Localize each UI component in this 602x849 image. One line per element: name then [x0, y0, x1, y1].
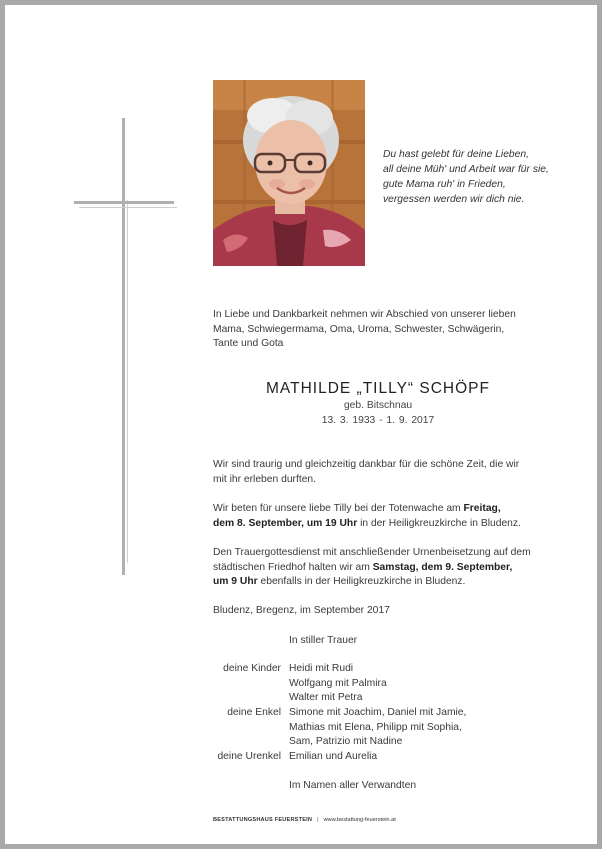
- funeral-time: um 9 Uhr: [213, 576, 258, 587]
- gratitude-paragraph: [213, 458, 519, 487]
- grandchildren-list: [289, 706, 466, 750]
- list-item: Mathias mit Elena, Philipp mit Sophia,: [289, 721, 462, 733]
- wake-paragraph: [213, 502, 521, 531]
- paragraph-text: ebenfalls in der Heiligkreuzkirche in Bludenz.: [257, 576, 466, 587]
- list-item: Walter mit Petra: [289, 692, 363, 704]
- wake-day: Freitag,: [463, 503, 501, 514]
- website-link[interactable]: www.bestattung-feuerstein.at: [323, 817, 396, 823]
- paragraph-text: in der Heiligkreuzkirche in Bludenz.: [357, 517, 521, 529]
- deceased-name: MATHILDE „TILLY“ SCHÖPF: [266, 380, 490, 397]
- great-grandchildren-list: [289, 750, 377, 765]
- paragraph-line: mit ihr erleben durften.: [213, 473, 317, 485]
- list-item: Simone mit Joachim, Daniel mit Jamie,: [289, 707, 467, 718]
- intro-line: Mama, Schwiegermama, Oma, Uroma, Schwester, Schwägerin,: [213, 323, 505, 335]
- list-item: Wolfgang mit Palmira: [289, 677, 387, 689]
- place-date-text: Bludenz, Bregenz, im September 2017: [213, 605, 390, 616]
- children-list: [289, 662, 387, 706]
- birth-name: geb. Bitschnau: [343, 400, 413, 411]
- paragraph-text: Wir beten für unsere liebe Tilly bei der Totenwache am: [213, 503, 464, 514]
- mourners-heading: In stiller Trauer: [289, 635, 358, 646]
- list-item: Sam, Patrizio mit Nadine: [289, 736, 403, 748]
- poem-line: Du hast gelebt für deine Lieben,: [383, 149, 529, 160]
- wake-date-time: dem 8. September, um 19 Uhr: [213, 517, 358, 529]
- intro-line: Tante und Gota: [213, 338, 284, 349]
- paragraph-line: Den Trauergottesdienst mit anschließender Urnenbeisetzung auf dem: [213, 547, 531, 558]
- paragraph-text: städtischen Friedhof halten wir am: [213, 561, 373, 573]
- funeral-date: Samstag, dem 9. September,: [372, 561, 513, 573]
- great-grandchildren-label: deine Urenkel: [217, 751, 281, 762]
- funeral-home-name: BESTATTUNGSHAUS FEUERSTEIN: [213, 817, 313, 823]
- footer-separator: |: [317, 817, 319, 823]
- footer: [213, 817, 396, 823]
- paragraph-line: Wir sind traurig und gleichzeitig dankbar für die schöne Zeit, die wir: [213, 459, 520, 470]
- poem-line: vergessen werden wir dich nie.: [383, 194, 525, 205]
- place-date: [213, 604, 390, 619]
- life-dates: 13. 3. 1933 - 1. 9. 2017: [321, 415, 435, 426]
- memorial-poem: [383, 147, 583, 207]
- list-item: Heidi mit Rudi: [289, 663, 354, 674]
- funeral-paragraph: [213, 546, 531, 590]
- list-item: Emilian und Aurelia: [289, 751, 378, 762]
- closing-line: Im Namen aller Verwandten: [289, 780, 417, 791]
- children-label: deine Kinder: [223, 663, 281, 674]
- poem-line: all deine Müh' und Arbeit war für sie,: [383, 164, 549, 175]
- poem-line: gute Mama ruh' in Frieden,: [383, 179, 506, 190]
- grandchildren-label: deine Enkel: [227, 707, 281, 718]
- portrait-photo: [213, 80, 365, 266]
- intro-text: [213, 308, 516, 352]
- intro-line: In Liebe und Dankbarkeit nehmen wir Abschied von unserer lieben: [213, 309, 516, 320]
